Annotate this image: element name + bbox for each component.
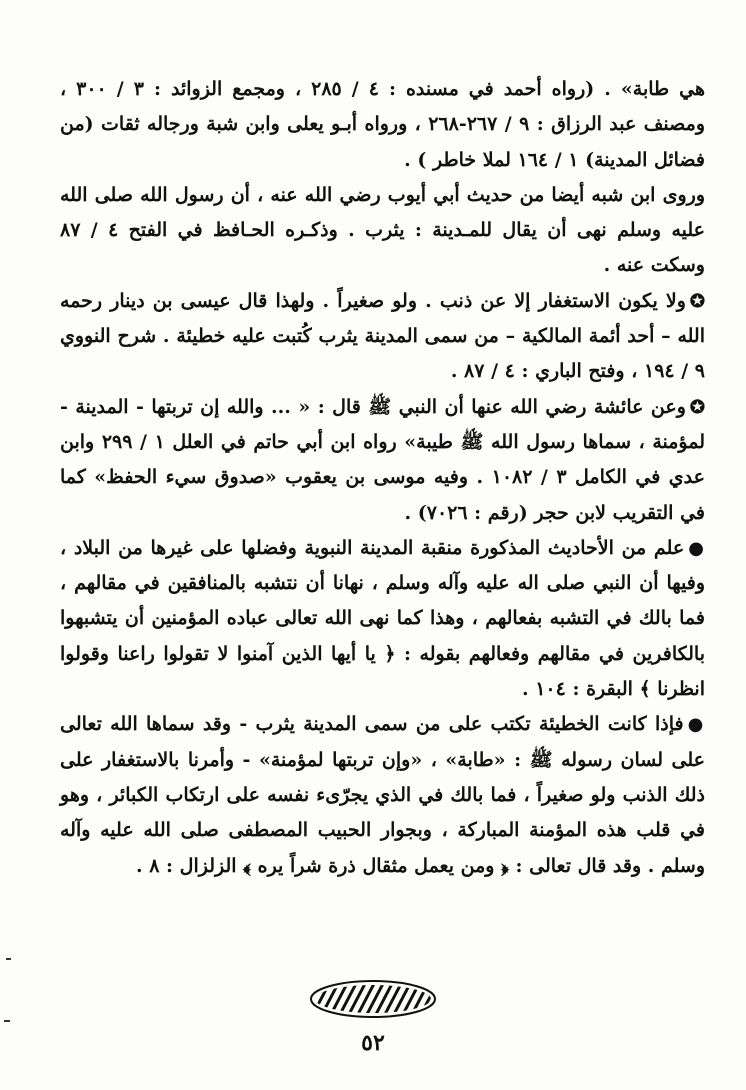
scan-mark (4, 1020, 10, 1022)
paragraph-4 (60, 390, 705, 531)
paragraph-2-text: وروى ابن شبه أيضا من حديث أبي أيوب رضي الله عنه ، أن رسول الله صلى الله عليه وسلم نهى أن يقال للمـدينة : يثرب . وذكـره الحـافظ في الفتح ٤ / ٨٧ وسكت عنه . (60, 183, 705, 277)
paragraph-1 (60, 72, 705, 178)
paragraph-5-text: علم من الأحاديث المذكورة منقبة المدينة النبوية وفضلها على غيرها من البلاد ، وفيها أن النبي صلى اله عليه وآله وسلم ، نهانا أن نتشبه بالمنافقين في مقالهم ، فما بالك في التشبه بفعالهم ، وهذا كما نهى الله تعالى عباده المؤمنين أن يتشبهوا بالكافرين في مقالهم وفعالهم بقوله : ﴿ يا أيها الذين آمنوا لا تقولوا راعنا وقولوا انظرنا ﴾ البقرة : ١٠٤ . (60, 536, 705, 701)
paragraph-6 (60, 707, 705, 883)
paragraph-6-text: فإذا كانت الخطيئة تكتب على من سمى المدينة يثرب - وقد سماها الله تعالى على لسان رسوله ﷺ : «طابة» ، «وإن تربتها لمؤمنة» - وأمرنا بالاستغفار على ذلك الذنب ولو صغيراً ، فما بالك في الذي يجرّىء نفسه على ارتكاب الكبائر ، وهو في قلب هذه المؤمنة المباركة ، وبجوار الحبيب المصطفى صلى الله عليه وآله وسلم . وقد قال تعالى : ﴿ ومن يعمل مثقال ذرة شراً يره ﴾ الزلزال : ٨ . (60, 713, 705, 877)
hatched-oval-ornament-icon (310, 980, 436, 1018)
page-number: ٥٢ (361, 1030, 385, 1056)
paragraph-4-text: وعن عائشة رضي الله عنها أن النبي ﷺ قال : « ... والله إن تربتها - المدينة - لمؤمنة ، سماها رسول الله ﷺ طيبة» رواه ابن أبي حاتم في العلل ١ / ٢٩٩ وابن عدي في الكامل ٣ / ١٠٨٢ . وفيه موسى بن يعقوب «صدوق سيء الحفظ» كما في التقريب لابن حجر (رقم : ٧٠٢٦) . (60, 395, 706, 524)
dot-bullet-icon: ● (687, 714, 705, 736)
paragraph-5 (60, 531, 705, 707)
page-body (60, 72, 705, 884)
star-bullet-icon: ✪ (689, 290, 705, 312)
paragraph-3-text: ولا يكون الاستغفار إلا عن ذنب . ولو صغيراً . ولهذا قال عيسى بن دينار رحمه الله – أحد أئمة المالكية – من سمى المدينة يثرب كُتبت عليه خطيئة . شرح النووي ٩ / ١٩٤ ، وفتح الباري : ٤ / ٨٧ . (60, 289, 705, 383)
paragraph-2 (60, 178, 705, 284)
dot-bullet-icon: ● (688, 537, 705, 559)
star-bullet-icon: ✪ (689, 396, 705, 418)
scan-mark (6, 958, 11, 960)
paragraph-1-text: هي طابة» . (رواه أحمد في مسنده : ٤ / ٢٨٥ ، ومجمع الزوائد : ٣ / ٣٠٠ ، ومصنف عبد الرزاق : ٩ / ٢٦٧-٢٦٨ ، ورواه أبـو يعلى وابن شبة ورجاله ثقات (من فضائل المدينة) ١ / ١٦٤ لملا خاطر ) . (60, 78, 706, 171)
paragraph-3 (60, 284, 705, 390)
